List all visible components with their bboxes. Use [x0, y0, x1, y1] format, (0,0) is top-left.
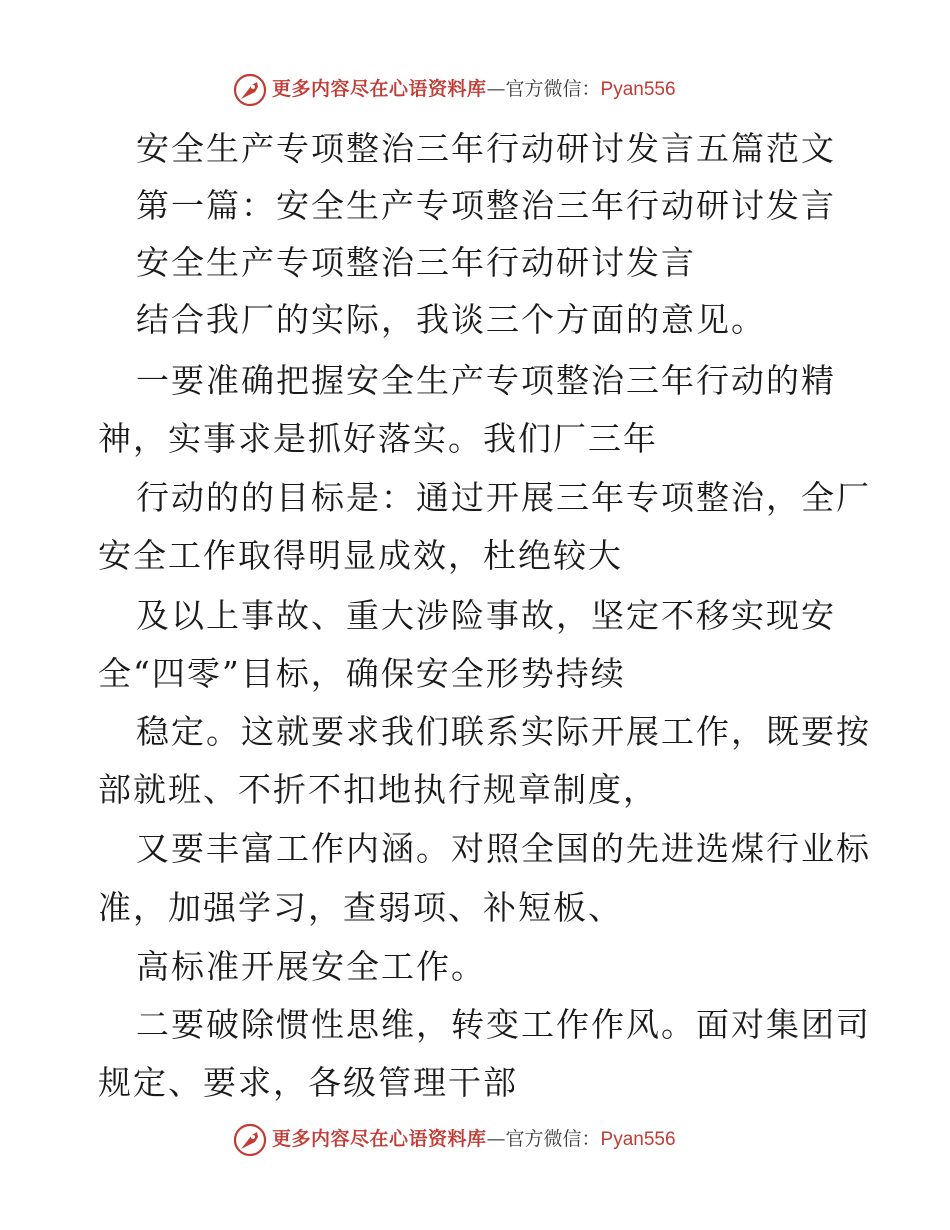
paragraph-line: 结合我厂的实际，我谈三个方面的意见。	[136, 300, 766, 339]
footer-slogan: 更多内容尽在心语资料库	[272, 1128, 487, 1150]
header-wechat-label: 官方微信：	[505, 78, 601, 100]
paragraph-line: 二要破除惯性思维，转变工作作风。面对集团司	[136, 1005, 871, 1044]
paragraph-line: 准，加强学习，查弱项、补短板、	[98, 888, 623, 927]
footer-text	[272, 1127, 676, 1152]
footer-banner	[0, 1120, 950, 1160]
footer-dash: —	[486, 1128, 506, 1150]
section-subtitle: 安全生产专项整治三年行动研讨发言	[136, 243, 696, 282]
paragraph-line: 行动的的目标是：通过开展三年专项整治，全厂	[136, 478, 871, 517]
header-slogan: 更多内容尽在心语资料库	[272, 78, 487, 100]
paragraph-line: 神，实事求是抓好落实。我们厂三年	[98, 419, 658, 458]
paragraph-line: 部就班、不折不扣地执行规章制度，	[98, 770, 658, 809]
footer-wechat-label: 官方微信：	[505, 1128, 601, 1150]
section-heading: 第一篇：安全生产专项整治三年行动研讨发言	[136, 186, 836, 225]
paragraph-line: 高标准开展安全工作。	[136, 947, 486, 986]
footer-wechat-id: Pyan556	[600, 1129, 676, 1150]
pen-nib-logo-icon	[233, 1123, 267, 1157]
document-title: 安全生产专项整治三年行动研讨发言五篇范文	[136, 129, 836, 168]
paragraph-line: 一要准确把握安全生产专项整治三年行动的精	[136, 361, 836, 400]
paragraph-line: 又要丰富工作内涵。对照全国的先进选煤行业标	[136, 829, 871, 868]
paragraph-line: 安全工作取得明显成效，杜绝较大	[98, 536, 623, 575]
header-wechat-id: Pyan556	[600, 79, 676, 100]
header-dash: —	[486, 78, 506, 100]
paragraph-line: 及以上事故、重大涉险事故，坚定不移实现安	[136, 596, 836, 635]
paragraph-line: 全“四零”目标，确保安全形势持续	[98, 654, 626, 693]
paragraph-line: 稳定。这就要求我们联系实际开展工作，既要按	[136, 712, 871, 751]
paragraph-line: 规定、要求，各级管理干部	[98, 1063, 518, 1102]
